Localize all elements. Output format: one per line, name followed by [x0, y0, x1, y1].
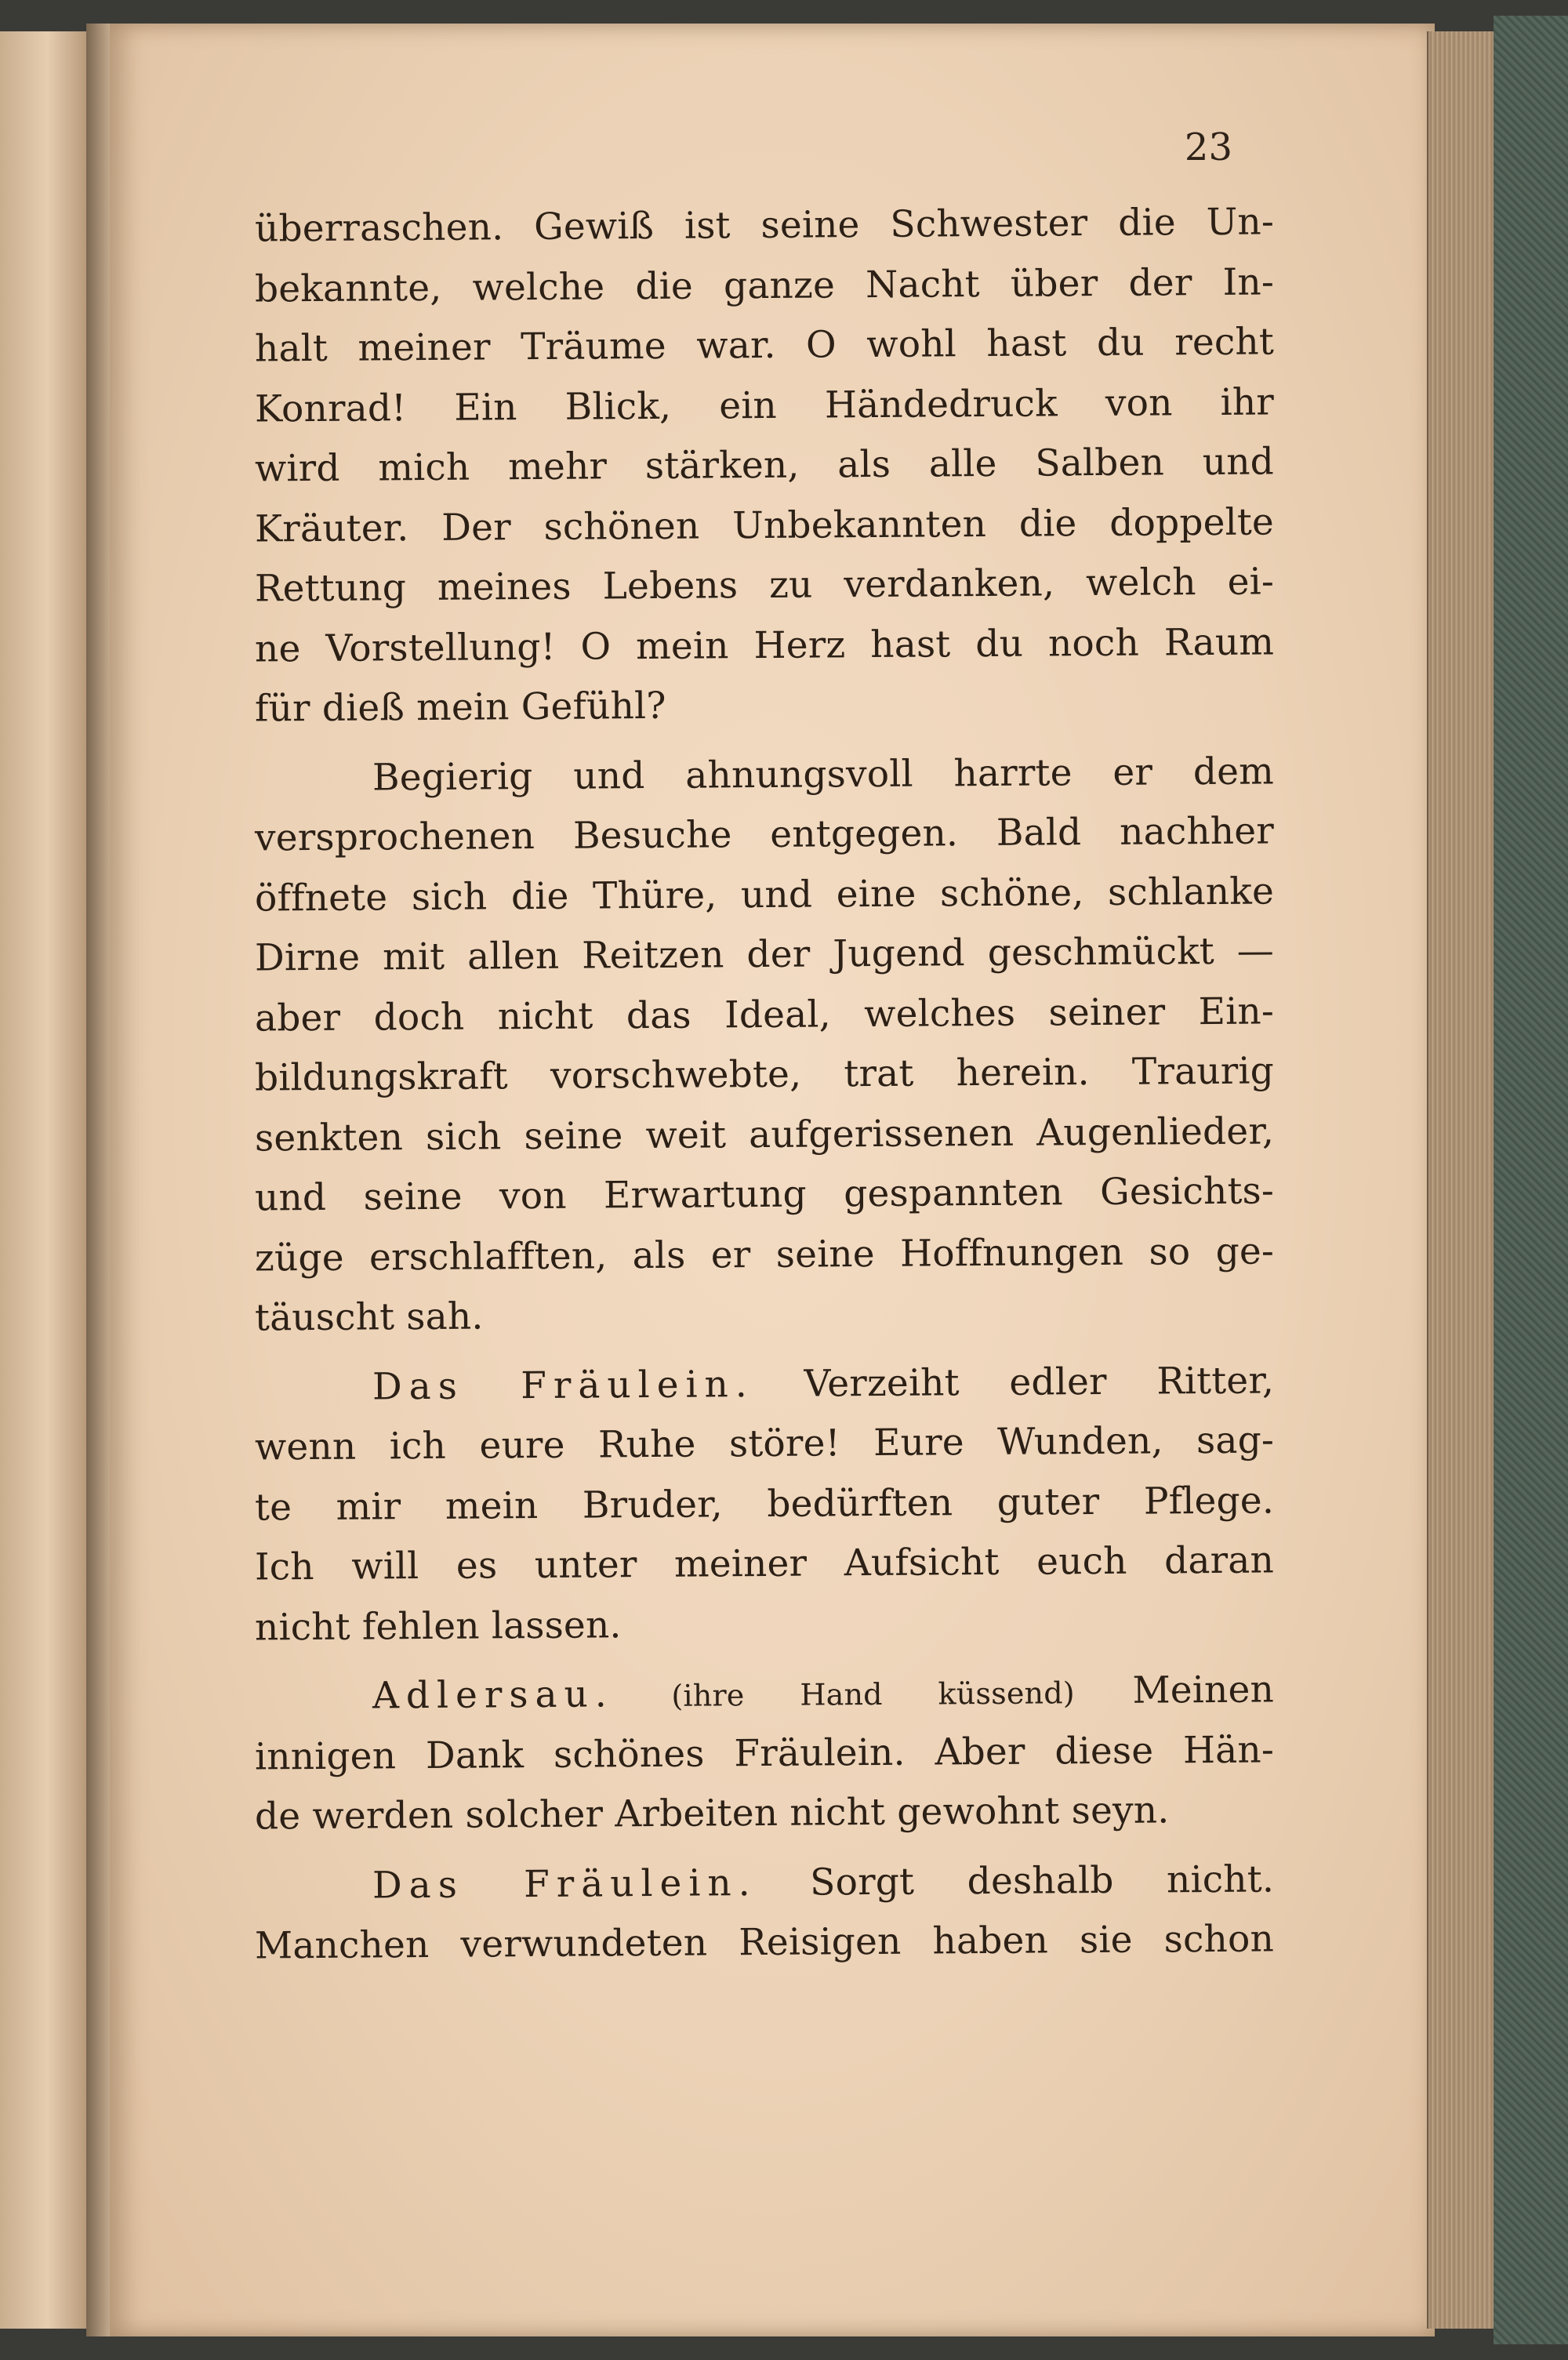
- dialogue-first-line: [255, 1660, 1275, 1727]
- text-line: Kräuter. Der schönen Unbekannten die doppelte: [254, 499, 1275, 551]
- text-line: nicht fehlen lassen.: [254, 1603, 622, 1650]
- text-line: Ich will es unter meiner Aufsicht euch daran: [254, 1538, 1275, 1589]
- text-line: züge erschlafften, als er seine Hoffnungen so ge-: [254, 1229, 1275, 1280]
- text-line: senkten sich seine weit aufgerissenen Augenlieder,: [254, 1109, 1275, 1160]
- text-line: te mir mein Bruder, bedürften guter Pflege.: [254, 1478, 1275, 1530]
- speaker-name: Das Fräulein.: [372, 1362, 754, 1408]
- stage-direction: (ihre Hand küssend): [671, 1676, 1075, 1713]
- dialogue-fraulein-1: [255, 1355, 1274, 1655]
- dialogue-first-line: [255, 1850, 1275, 1917]
- text-line: bildungskraft vorschwebte, trat herein. Traurig: [254, 1049, 1275, 1100]
- text-line: wenn ich eure Ruhe störe! Eure Wunden, sag-: [254, 1418, 1275, 1469]
- text-line: aber doch nicht das Ideal, welches seiner Ein-: [254, 989, 1275, 1040]
- book-cover: [1494, 16, 1568, 2344]
- text-line: halt meiner Träume war. O wohl hast du recht: [254, 320, 1275, 371]
- dialogue-adlersau: [255, 1664, 1274, 1844]
- dialogue-text: Meinen: [1132, 1668, 1275, 1712]
- text-line: de werden solcher Arbeiten nicht gewohnt seyn.: [254, 1788, 1170, 1839]
- left-page-edge: [0, 31, 89, 2329]
- speaker-name: Das Fräulein.: [372, 1861, 757, 1907]
- paragraph-1: [255, 196, 1274, 736]
- text-line: überraschen. Gewiß ist seine Schwester die Un-: [254, 200, 1275, 251]
- text-line: für dieß mein Gefühl?: [254, 684, 666, 731]
- text-line: bekannte, welche die ganze Nacht über der In-: [254, 260, 1275, 311]
- text-line: versprochenen Besuche entgegen. Bald nachher: [254, 809, 1275, 860]
- text-line: Dirne mit allen Reitzen der Jugend geschmückt —: [254, 929, 1275, 980]
- dialogue-text: Verzeiht edler Ritter,: [804, 1358, 1275, 1406]
- text-line: Begierig und ahnungsvoll harrte er dem: [372, 749, 1275, 799]
- text-line: täuscht sah.: [254, 1294, 484, 1340]
- text-line: öffnete sich die Thüre, und eine schöne, schlanke: [254, 869, 1275, 920]
- text-line: und seine von Erwartung gespannten Gesichts-: [254, 1169, 1275, 1220]
- text-line: wird mich mehr stärken, als alle Salben und: [254, 440, 1275, 491]
- text-line: innigen Dank schönes Fräulein. Aber diese Hän-: [254, 1727, 1275, 1779]
- page-block-edge: [1427, 31, 1499, 2329]
- page-number: 23: [1184, 125, 1232, 169]
- text-line: Konrad! Ein Blick, ein Händedruck von ihr: [254, 379, 1275, 431]
- text-line: Manchen verwundeten Reisigen haben sie schon: [254, 1917, 1275, 1968]
- dialogue-fraulein-2: [255, 1854, 1274, 1973]
- page-text: [255, 196, 1274, 1973]
- text-line: ne Vorstellung! O mein Herz hast du noch Raum: [254, 619, 1275, 671]
- dialogue-text: Sorgt deshalb nicht.: [810, 1857, 1275, 1904]
- text-line: Rettung meines Lebens zu verdanken, welch ei-: [254, 560, 1275, 611]
- paragraph-2: [255, 746, 1274, 1345]
- speaker-name: Adlersau.: [372, 1672, 614, 1718]
- dialogue-first-line: [255, 1351, 1275, 1418]
